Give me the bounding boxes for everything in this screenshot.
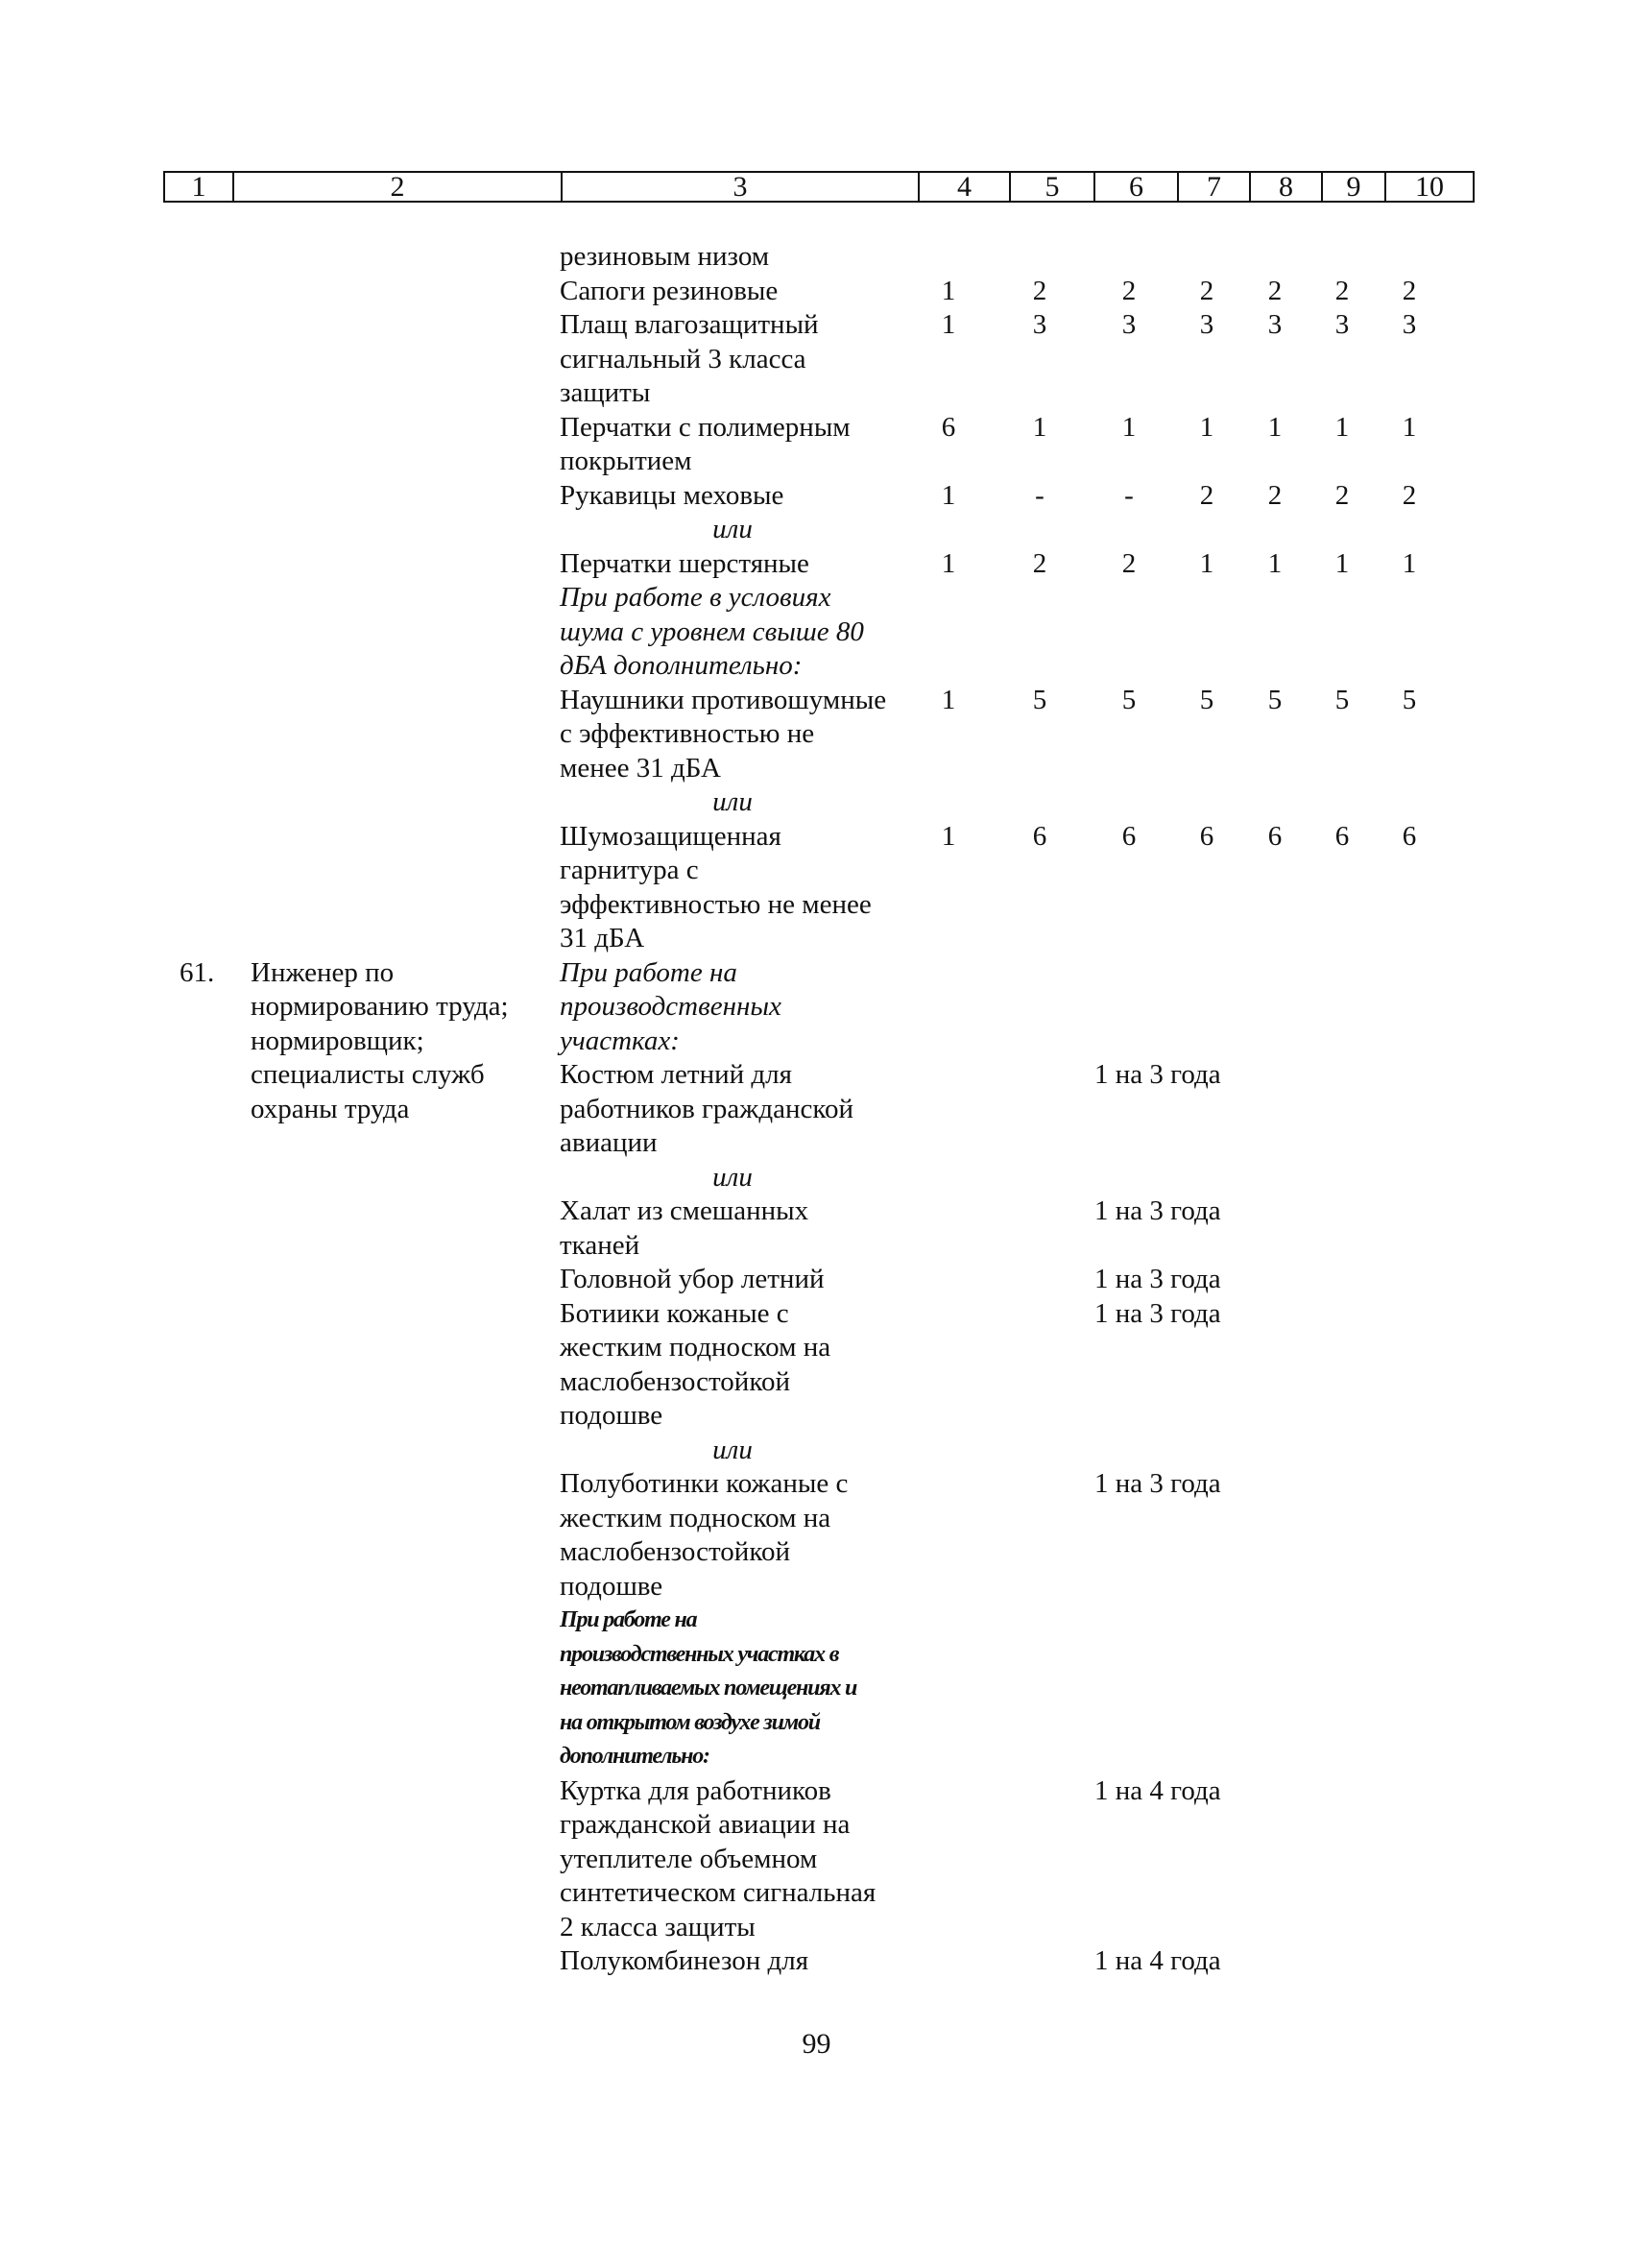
item-name: Полуботинки кожаные с жестким подноском на маслобензостойкой подошве	[560, 1468, 849, 1602]
value-col-8: 6	[1267, 820, 1283, 852]
or-separator: или	[712, 1161, 753, 1193]
profession-cell: Инженер по нормированию труда; нормировщик; специалисты служб охраны труда	[251, 956, 509, 1124]
value-col-7: 6	[1199, 820, 1214, 852]
or-separator: или	[712, 1434, 753, 1465]
header-col-3: 3	[563, 173, 920, 201]
item-name: Шумозащищенная гарнитура с эффективностью не менее 31 дБА	[560, 820, 872, 953]
table-row	[0, 684, 1633, 786]
value-col-8: 1	[1267, 547, 1283, 579]
item-name: Куртка для работников гражданской авиации на утеплителе объемном синтетическом сигнальная 2 класса защиты	[560, 1774, 877, 1942]
table-row	[0, 1058, 1633, 1161]
value-col-6: 3	[1121, 309, 1137, 340]
value-col-9: 1	[1334, 547, 1350, 579]
header-col-8: 8	[1251, 173, 1323, 201]
value-col-7: 2	[1199, 479, 1214, 511]
condition-note: При работе в условиях шума с уровнем свыше 80 дБА дополнительно:	[560, 582, 864, 681]
value-col-9: 6	[1334, 820, 1350, 852]
page-number: 99	[802, 2028, 831, 2060]
table-row	[0, 513, 1633, 547]
table-row	[0, 1774, 1633, 1945]
value-col-5: -	[1035, 479, 1045, 511]
table-row	[0, 820, 1633, 956]
value-col-5: 6	[1032, 820, 1047, 852]
header-col-10: 10	[1415, 171, 1444, 203]
table-row	[0, 1604, 1633, 1774]
or-separator: или	[712, 786, 753, 817]
item-name: Сапоги резиновые	[560, 275, 779, 306]
value-col-10: 1	[1402, 411, 1417, 443]
table-row	[0, 1194, 1633, 1263]
table-body	[0, 240, 1633, 1979]
table-row	[0, 479, 1633, 514]
value-col-5: 2	[1032, 275, 1047, 306]
item-name: Плащ влагозащитный сигнальный 3 класса защиты	[560, 309, 819, 408]
value-col-6: 2	[1121, 275, 1137, 306]
value-col-8: 1	[1267, 411, 1283, 443]
table-row	[0, 1161, 1633, 1195]
item-name: Перчатки шерстяные	[560, 547, 809, 579]
value-col-10: 1	[1402, 547, 1417, 579]
header-col-1: 1	[165, 173, 234, 201]
value-col-8: 3	[1267, 309, 1283, 340]
value-col-10: 6	[1402, 820, 1417, 852]
condition-note: При работе на производственных участках в неотапливаемых помещениях и на открытом воздухе зимой дополнительно:	[560, 1607, 857, 1769]
value-col-9: 1	[1334, 411, 1350, 443]
table-row	[0, 1434, 1633, 1468]
value-col-4: 1	[941, 547, 956, 579]
value-col-4: 6	[941, 411, 956, 443]
header-col-9: 9	[1323, 173, 1386, 201]
issue-period: 1 на 3 года	[1094, 1297, 1221, 1329]
item-name: Халат из смешанных тканей	[560, 1195, 809, 1261]
row-number: 61.	[180, 956, 215, 988]
value-col-10: 5	[1402, 684, 1417, 715]
value-col-7: 3	[1199, 309, 1214, 340]
value-col-9: 5	[1334, 684, 1350, 715]
table-row	[0, 1263, 1633, 1297]
item-name: резиновым низом	[560, 241, 770, 272]
issue-period: 1 на 3 года	[1094, 1468, 1221, 1499]
item-name: Костюм летний для работников гражданской авиации	[560, 1059, 853, 1158]
table-row	[0, 1467, 1633, 1604]
table-header-row	[163, 171, 1475, 203]
value-col-4: 1	[941, 275, 956, 306]
item-name: Рукавицы меховые	[560, 479, 784, 511]
issue-period: 1 на 3 года	[1094, 1195, 1221, 1226]
header-col-5: 5	[1011, 173, 1095, 201]
table-row	[0, 1297, 1633, 1434]
value-col-5: 3	[1032, 309, 1047, 340]
item-name: Ботиики кожаные с жестким подноском на маслобензостойкой подошве	[560, 1297, 831, 1431]
table-row	[0, 581, 1633, 684]
value-col-9: 2	[1334, 479, 1350, 511]
value-col-5: 5	[1032, 684, 1047, 715]
header-col-6: 6	[1095, 173, 1179, 201]
value-col-5: 1	[1032, 411, 1047, 443]
value-col-6: 6	[1121, 820, 1137, 852]
value-col-4: 1	[941, 684, 956, 715]
item-name: Наушники противошумные с эффективностью не менее 31 дБА	[560, 684, 887, 784]
issue-period: 1 на 4 года	[1094, 1945, 1221, 1976]
table-row	[0, 1944, 1633, 1979]
value-col-6: -	[1124, 479, 1134, 511]
condition-note: При работе на производственных участках:	[560, 956, 781, 1056]
or-separator: или	[712, 514, 753, 544]
item-name: Полукомбинезон для	[560, 1945, 809, 1976]
value-col-5: 2	[1032, 547, 1047, 579]
value-col-8: 2	[1267, 479, 1283, 511]
value-col-7: 2	[1199, 275, 1214, 306]
value-col-7: 5	[1199, 684, 1214, 715]
value-col-4: 1	[941, 309, 956, 340]
table-row	[0, 785, 1633, 820]
value-col-9: 2	[1334, 275, 1350, 306]
value-col-9: 3	[1334, 309, 1350, 340]
value-col-8: 5	[1267, 684, 1283, 715]
value-col-6: 5	[1121, 684, 1137, 715]
table-row	[0, 308, 1633, 411]
table-row	[0, 411, 1633, 479]
value-col-6: 2	[1121, 547, 1137, 579]
value-col-10: 3	[1402, 309, 1417, 340]
value-col-6: 1	[1121, 411, 1137, 443]
value-col-10: 2	[1402, 275, 1417, 306]
issue-period: 1 на 3 года	[1094, 1059, 1221, 1090]
table-row	[0, 547, 1633, 582]
item-name: Перчатки с полимерным покрытием	[560, 411, 851, 476]
value-col-8: 2	[1267, 275, 1283, 306]
value-col-10: 2	[1402, 479, 1417, 511]
item-name: Головной убор летний	[560, 1264, 825, 1294]
value-col-4: 1	[941, 479, 956, 511]
header-col-7: 7	[1179, 173, 1251, 201]
value-col-7: 1	[1199, 547, 1214, 579]
table-row	[0, 240, 1633, 275]
value-col-4: 1	[941, 820, 956, 852]
header-col-2: 2	[234, 173, 563, 201]
issue-period: 1 на 3 года	[1094, 1264, 1221, 1294]
issue-period: 1 на 4 года	[1094, 1774, 1221, 1806]
value-col-7: 1	[1199, 411, 1214, 443]
table-row	[0, 275, 1633, 309]
header-col-4: 4	[920, 173, 1011, 201]
